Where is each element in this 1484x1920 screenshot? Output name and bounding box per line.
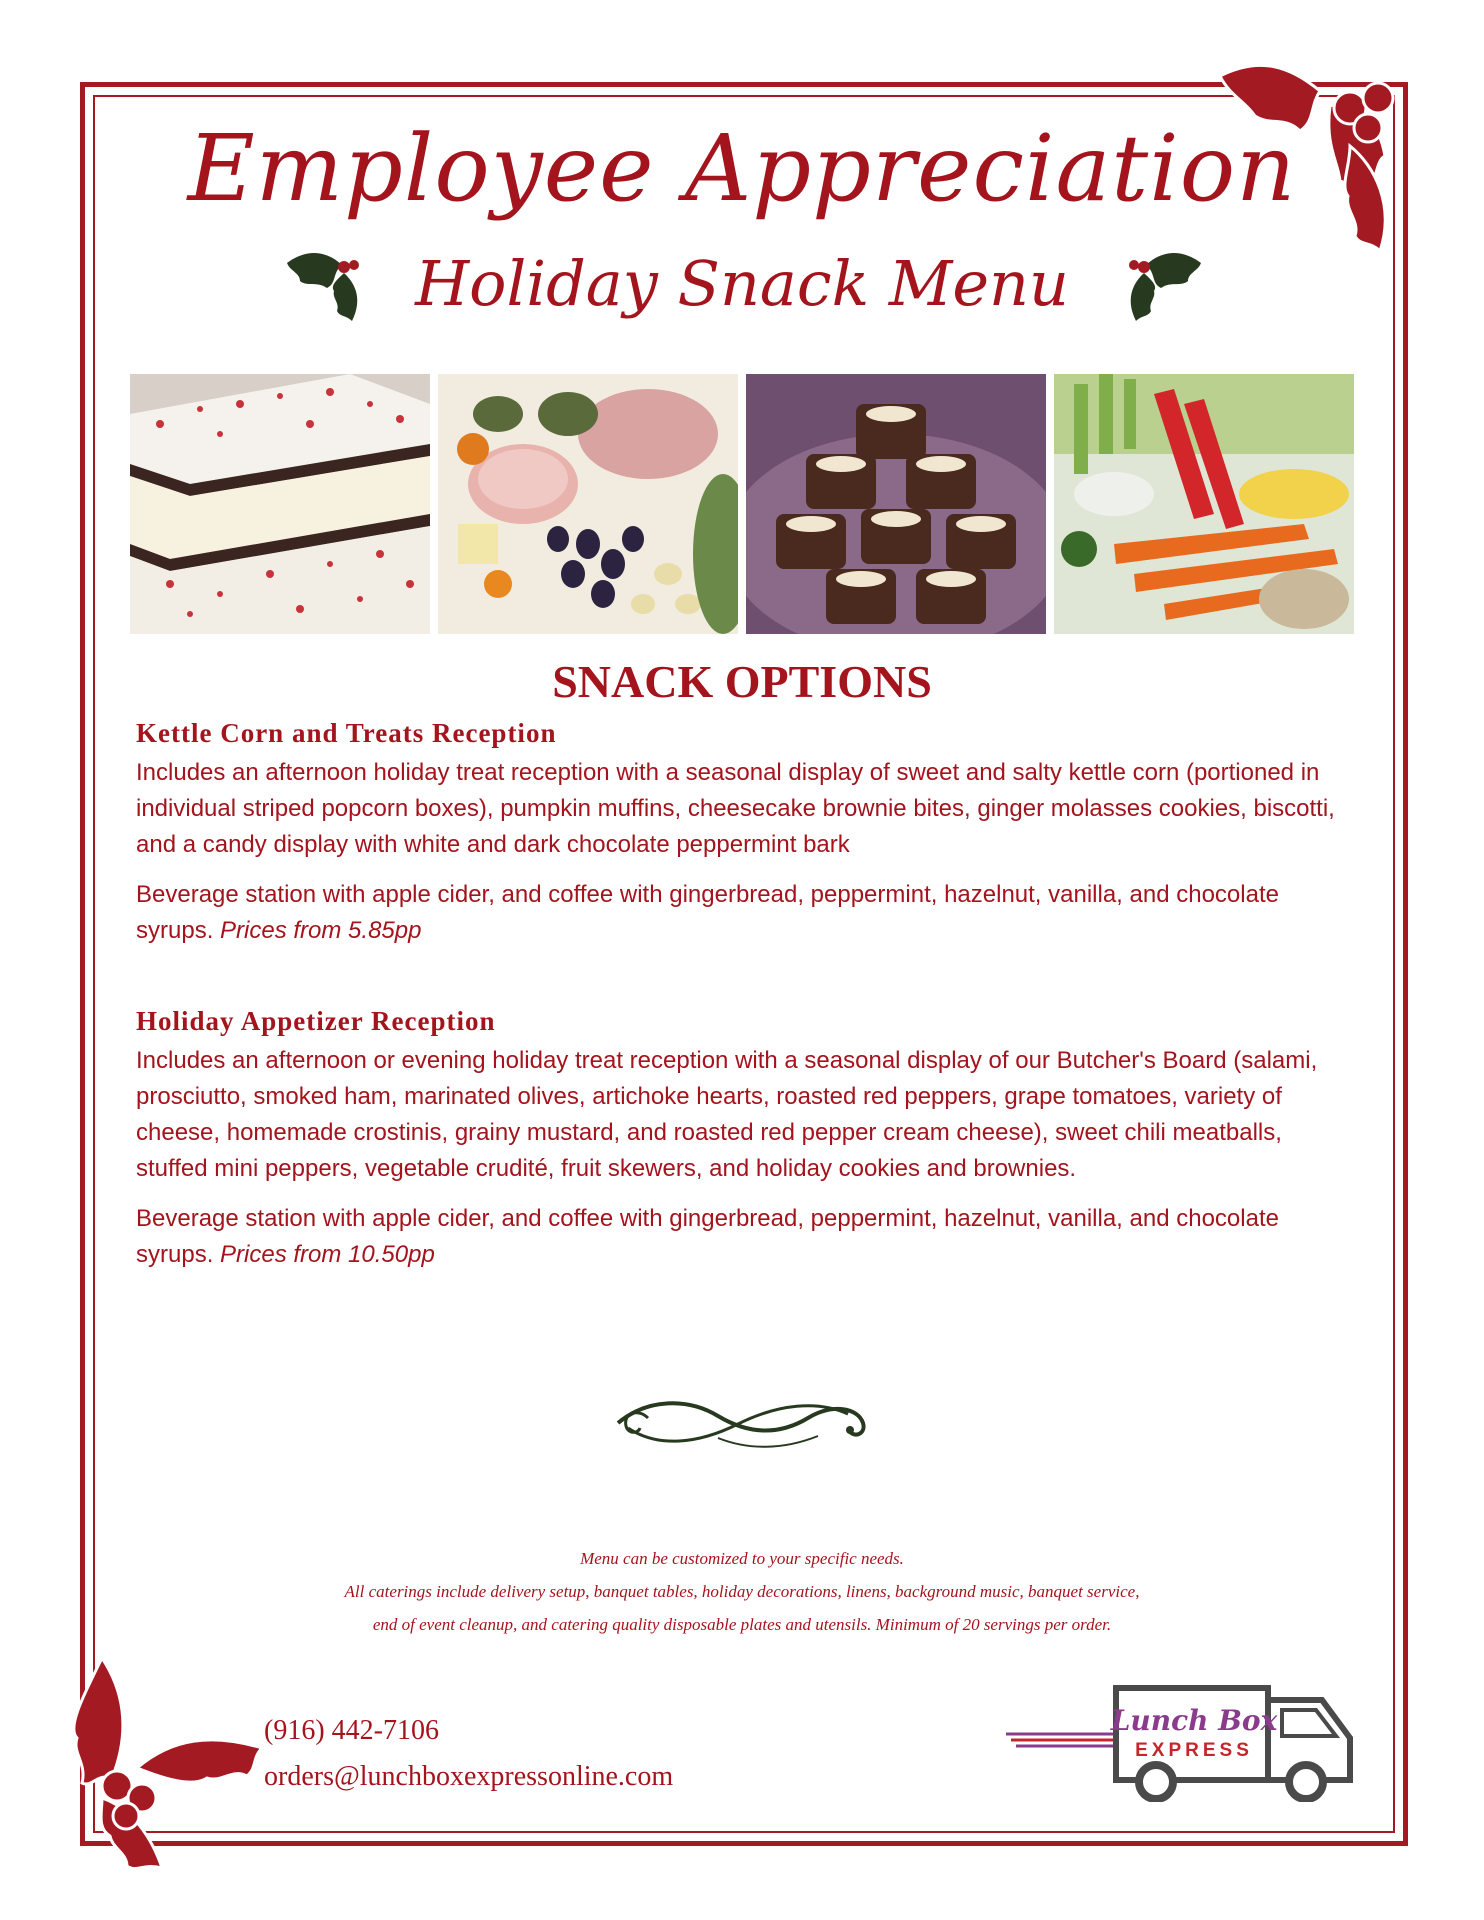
footer-note [0,1542,1484,1641]
lunch-box-express-logo [1006,1670,1366,1802]
menu-item-description: Includes an afternoon or evening holiday treat reception with a seasonal display of our Butcher's Board (salami, prosciutto, smoked ham, marinated olives, artichoke hearts, roasted red peppers, grape tomatoes, variety of cheese, homemade crostinis, grainy mustard, and roasted red pepper cream cheese), sweet chili meatballs, stuffed mini peppers, vegetable crudité, fruit skewers, and holiday cookies and brownies. [136,1047,1318,1182]
email-address: orders@lunchboxexpressonline.com [264,1761,674,1792]
beverage-text: Beverage station with apple cider, and coffee with gingerbread, peppermint, hazelnut, vanilla, and chocolate syrups. [136,881,1279,944]
flourish-divider-icon [608,1378,878,1458]
page-subtitle: Holiday Snack Menu [415,247,1069,320]
page-title: Employee Appreciation [187,115,1297,222]
section-title: SNACK OPTIONS [552,656,932,707]
photo-strip [130,374,1354,634]
menu-item [136,718,1356,949]
beverage-text: Beverage station with apple cider, and coffee with gingerbread, peppermint, hazelnut, vanilla, and chocolate syrups. [136,1205,1279,1268]
peppermint-bark-photo [130,374,430,634]
footer-line: Menu can be customized to your specific needs. [580,1549,904,1568]
cheesecake-brownie-bites-photo [746,374,1046,634]
butchers-board-photo [438,374,738,634]
footer-line: end of event cleanup, and catering quality disposable plates and utensils. Minimum of 20 servings per order. [372,1615,1112,1634]
menu-item-beverage [136,1201,1356,1273]
menu-item [136,1006,1356,1273]
footer-line: All caterings include delivery setup, banquet tables, holiday decorations, linens, background music, banquet service, [344,1582,1140,1601]
phone-number: (916) 442-7106 [264,1715,439,1746]
logo-text-top: Lunch Box [1110,1704,1278,1737]
contact-info [264,1708,673,1800]
price-text: Prices from 5.85pp [220,917,422,944]
menu-item-heading: Kettle Corn and Treats Reception [136,718,557,748]
logo-text-bottom: EXPRESS [1135,1740,1253,1761]
menu-item-beverage [136,877,1356,949]
menu-item-heading: Holiday Appetizer Reception [136,1006,496,1036]
holly-bottom-left-icon [42,1648,282,1878]
vegetable-crudite-photo [1054,374,1354,634]
menu-item-description: Includes an afternoon holiday treat reception with a seasonal display of sweet and salty kettle corn (portioned in individual striped popcorn boxes), pumpkin muffins, cheesecake brownie bites, ginger molasses cookies, biscotti, and a candy display with white and dark chocolate peppermint bark [136,759,1335,858]
price-text: Prices from 10.50pp [220,1241,435,1268]
